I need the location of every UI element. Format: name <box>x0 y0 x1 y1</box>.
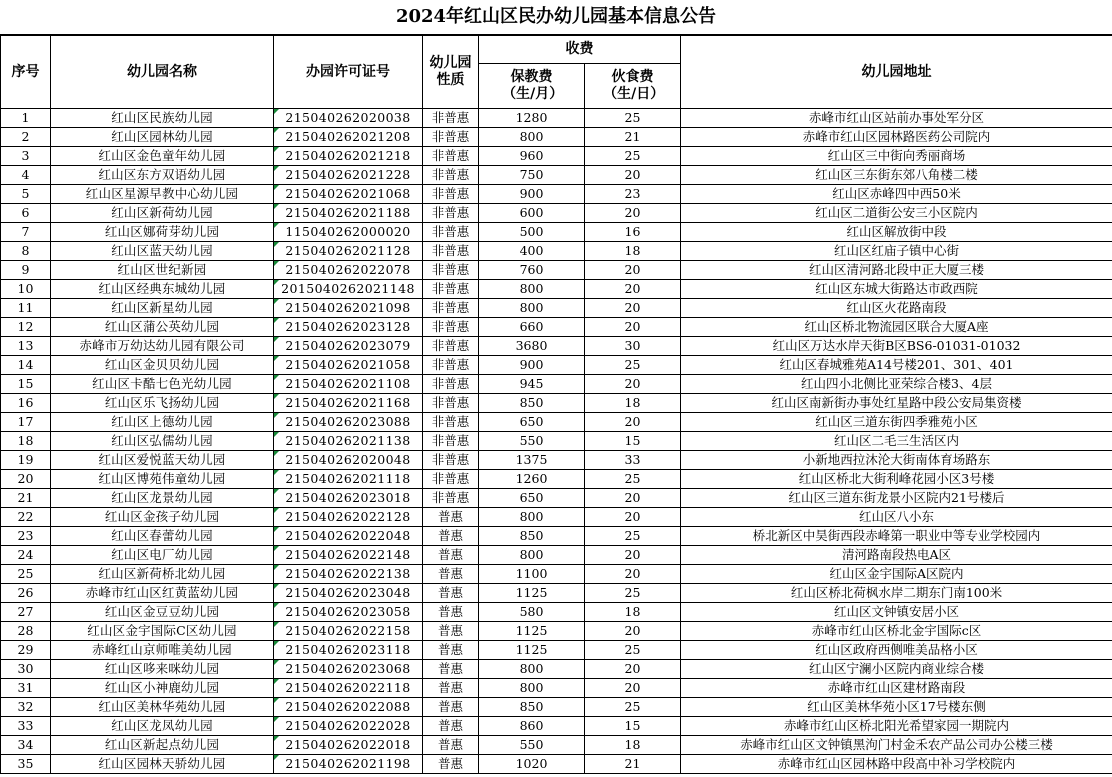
cell-license-number[interactable]: 215040262022158 <box>274 622 423 641</box>
cell-kindergarten-name[interactable]: 红山区金宇国际C区幼儿园 <box>51 622 274 641</box>
cell-care-fee[interactable]: 1125 <box>479 584 585 603</box>
cell-nature[interactable]: 普惠 <box>423 736 479 755</box>
cell-care-fee[interactable]: 800 <box>479 546 585 565</box>
table-row <box>1 641 1112 660</box>
cell-kindergarten-name[interactable]: 红山区爱悦蓝天幼儿园 <box>51 451 274 470</box>
table-header <box>1 36 1112 109</box>
table-row <box>1 603 1112 622</box>
cell-nature[interactable]: 普惠 <box>423 527 479 546</box>
cell-seq[interactable]: 3 <box>1 147 51 166</box>
table-row <box>1 375 1112 394</box>
cell-seq[interactable]: 30 <box>1 660 51 679</box>
cell-seq[interactable]: 18 <box>1 432 51 451</box>
cell-kindergarten-name[interactable]: 红山区新星幼儿园 <box>51 299 274 318</box>
cell-meal-fee[interactable]: 21 <box>585 128 681 147</box>
header-address[interactable]: 幼儿园地址 <box>681 36 1112 109</box>
cell-seq[interactable]: 9 <box>1 261 51 280</box>
cell-meal-fee[interactable]: 25 <box>585 584 681 603</box>
cell-kindergarten-name[interactable]: 红山区博苑伟童幼儿园 <box>51 470 274 489</box>
header-seq[interactable]: 序号 <box>1 36 51 109</box>
cell-care-fee[interactable]: 600 <box>479 204 585 223</box>
table-row <box>1 299 1112 318</box>
cell-meal-fee[interactable]: 20 <box>585 489 681 508</box>
cell-seq[interactable]: 23 <box>1 527 51 546</box>
cell-seq[interactable]: 6 <box>1 204 51 223</box>
table-row <box>1 147 1112 166</box>
cell-nature[interactable]: 非普惠 <box>423 261 479 280</box>
cell-care-fee[interactable]: 945 <box>479 375 585 394</box>
cell-nature[interactable]: 普惠 <box>423 717 479 736</box>
cell-kindergarten-name[interactable]: 红山区新荷幼儿园 <box>51 204 274 223</box>
cell-meal-fee[interactable]: 20 <box>585 508 681 527</box>
cell-address[interactable]: 赤峰市红山区桥北金宇国际c区 <box>681 622 1112 641</box>
cell-address[interactable]: 赤峰市红山区桥北阳光希望家园一期院内 <box>681 717 1112 736</box>
cell-license-number[interactable]: 215040262021068 <box>274 185 423 204</box>
cell-meal-fee[interactable]: 20 <box>585 413 681 432</box>
cell-address[interactable]: 红山区二道街公安三小区院内 <box>681 204 1112 223</box>
cell-license-number[interactable]: 215040262021168 <box>274 394 423 413</box>
cell-address[interactable]: 红山区清河路北段中正大厦三楼 <box>681 261 1112 280</box>
cell-address[interactable]: 红山区火花路南段 <box>681 299 1112 318</box>
header-nature[interactable] <box>423 36 479 109</box>
cell-meal-fee[interactable]: 25 <box>585 641 681 660</box>
cell-address[interactable]: 红山区三道东街龙景小区院内21号楼后 <box>681 489 1112 508</box>
cell-kindergarten-name[interactable]: 红山区民族幼儿园 <box>51 109 274 128</box>
header-nature-label: 幼儿园性质 <box>429 55 472 88</box>
cell-seq[interactable]: 1 <box>1 109 51 128</box>
cell-kindergarten-name[interactable]: 红山区世纪新园 <box>51 261 274 280</box>
header-meal-fee[interactable] <box>585 64 681 109</box>
cell-seq[interactable]: 19 <box>1 451 51 470</box>
cell-seq[interactable]: 16 <box>1 394 51 413</box>
cell-license-number[interactable]: 215040262023079 <box>274 337 423 356</box>
table-row <box>1 622 1112 641</box>
cell-nature[interactable]: 普惠 <box>423 565 479 584</box>
cell-care-fee[interactable]: 1375 <box>479 451 585 470</box>
cell-kindergarten-name[interactable]: 赤峰红山京师唯美幼儿园 <box>51 641 274 660</box>
cell-address[interactable]: 红山四小北侧比亚荣综合楼3、4层 <box>681 375 1112 394</box>
table-row <box>1 413 1112 432</box>
cell-meal-fee[interactable]: 20 <box>585 375 681 394</box>
cell-nature[interactable]: 普惠 <box>423 508 479 527</box>
cell-address[interactable]: 红山区文钟镇安居小区 <box>681 603 1112 622</box>
cell-seq[interactable]: 20 <box>1 470 51 489</box>
cell-license-number[interactable]: 215040262021108 <box>274 375 423 394</box>
cell-address[interactable]: 红山区万达水岸天街B区BS6-01031-01032 <box>681 337 1112 356</box>
cell-nature[interactable]: 非普惠 <box>423 337 479 356</box>
cell-license-number[interactable]: 215040262021138 <box>274 432 423 451</box>
header-care-fee[interactable] <box>479 64 585 109</box>
cell-license-number[interactable]: 215040262021118 <box>274 470 423 489</box>
cell-license-number[interactable]: 215040262021218 <box>274 147 423 166</box>
cell-meal-fee[interactable]: 30 <box>585 337 681 356</box>
cell-nature[interactable]: 非普惠 <box>423 185 479 204</box>
cell-address[interactable]: 红山区三中街向秀丽商场 <box>681 147 1112 166</box>
cell-license-number[interactable]: 215040262021058 <box>274 356 423 375</box>
cell-license-number[interactable]: 215040262022128 <box>274 508 423 527</box>
cell-care-fee[interactable]: 850 <box>479 698 585 717</box>
table-row <box>1 565 1112 584</box>
cell-meal-fee[interactable]: 20 <box>585 299 681 318</box>
cell-nature[interactable]: 非普惠 <box>423 470 479 489</box>
cell-kindergarten-name[interactable]: 红山区电厂幼儿园 <box>51 546 274 565</box>
cell-kindergarten-name[interactable]: 红山区新荷桥北幼儿园 <box>51 565 274 584</box>
table-row <box>1 584 1112 603</box>
cell-care-fee[interactable]: 1125 <box>479 622 585 641</box>
cell-care-fee[interactable]: 400 <box>479 242 585 261</box>
cell-seq[interactable]: 31 <box>1 679 51 698</box>
table-row <box>1 736 1112 755</box>
cell-address[interactable]: 赤峰市红山区建材路南段 <box>681 679 1112 698</box>
cell-meal-fee[interactable]: 25 <box>585 698 681 717</box>
cell-care-fee[interactable]: 850 <box>479 394 585 413</box>
cell-meal-fee[interactable]: 20 <box>585 546 681 565</box>
cell-kindergarten-name[interactable]: 红山区金孩子幼儿园 <box>51 508 274 527</box>
cell-address[interactable]: 红山区宁澜小区院内商业综合楼 <box>681 660 1112 679</box>
cell-address[interactable]: 红山区八小东 <box>681 508 1112 527</box>
table-row <box>1 717 1112 736</box>
cell-meal-fee[interactable]: 20 <box>585 318 681 337</box>
cell-kindergarten-name[interactable]: 红山区娜荷芽幼儿园 <box>51 223 274 242</box>
cell-seq[interactable]: 7 <box>1 223 51 242</box>
cell-license-number[interactable]: 215040262023118 <box>274 641 423 660</box>
cell-seq[interactable]: 21 <box>1 489 51 508</box>
cell-meal-fee[interactable]: 18 <box>585 736 681 755</box>
cell-seq[interactable]: 35 <box>1 755 51 774</box>
cell-seq[interactable]: 2 <box>1 128 51 147</box>
cell-kindergarten-name[interactable]: 红山区蒲公英幼儿园 <box>51 318 274 337</box>
table-row <box>1 546 1112 565</box>
cell-seq[interactable]: 26 <box>1 584 51 603</box>
cell-meal-fee[interactable]: 21 <box>585 755 681 774</box>
cell-care-fee[interactable]: 550 <box>479 432 585 451</box>
cell-address[interactable]: 红山区三东街东郊八角楼二楼 <box>681 166 1112 185</box>
cell-kindergarten-name[interactable]: 红山区卡酷七色光幼儿园 <box>51 375 274 394</box>
cell-address[interactable]: 红山区东城大街路达市政西院 <box>681 280 1112 299</box>
cell-license-number[interactable]: 215040262021128 <box>274 242 423 261</box>
cell-address[interactable]: 红山区二毛三生活区内 <box>681 432 1112 451</box>
cell-nature[interactable]: 普惠 <box>423 584 479 603</box>
table-row <box>1 166 1112 185</box>
cell-meal-fee[interactable]: 23 <box>585 185 681 204</box>
cell-address[interactable]: 红山区解放街中段 <box>681 223 1112 242</box>
table-row <box>1 318 1112 337</box>
table-row <box>1 128 1112 147</box>
table-row <box>1 204 1112 223</box>
cell-meal-fee[interactable]: 20 <box>585 261 681 280</box>
cell-license-number[interactable]: 215040262023088 <box>274 413 423 432</box>
cell-meal-fee[interactable]: 16 <box>585 223 681 242</box>
cell-kindergarten-name[interactable]: 红山区上德幼儿园 <box>51 413 274 432</box>
cell-meal-fee[interactable]: 18 <box>585 603 681 622</box>
table-row <box>1 394 1112 413</box>
cell-nature[interactable]: 非普惠 <box>423 242 479 261</box>
cell-license-number[interactable]: 215040262022088 <box>274 698 423 717</box>
cell-care-fee[interactable]: 800 <box>479 660 585 679</box>
cell-nature[interactable]: 非普惠 <box>423 299 479 318</box>
cell-address[interactable]: 红山区赤峰四中西50米 <box>681 185 1112 204</box>
cell-care-fee[interactable]: 1100 <box>479 565 585 584</box>
cell-care-fee[interactable]: 500 <box>479 223 585 242</box>
cell-kindergarten-name[interactable]: 红山区新起点幼儿园 <box>51 736 274 755</box>
cell-care-fee[interactable]: 1125 <box>479 641 585 660</box>
cell-meal-fee[interactable]: 20 <box>585 622 681 641</box>
cell-meal-fee[interactable]: 20 <box>585 679 681 698</box>
table-row <box>1 508 1112 527</box>
cell-seq[interactable]: 4 <box>1 166 51 185</box>
cell-care-fee[interactable]: 650 <box>479 413 585 432</box>
cell-care-fee[interactable]: 1260 <box>479 470 585 489</box>
cell-nature[interactable]: 普惠 <box>423 698 479 717</box>
table-row <box>1 185 1112 204</box>
table-row <box>1 698 1112 717</box>
cell-meal-fee[interactable]: 20 <box>585 280 681 299</box>
header-meal-fee-label: 伙食费（生/日） <box>603 69 665 102</box>
cell-meal-fee[interactable]: 20 <box>585 166 681 185</box>
cell-care-fee[interactable]: 800 <box>479 299 585 318</box>
cell-nature[interactable]: 非普惠 <box>423 204 479 223</box>
table-row <box>1 489 1112 508</box>
cell-seq[interactable]: 14 <box>1 356 51 375</box>
cell-address[interactable]: 桥北新区中昊街西段赤峰第一职业中等专业学校园内 <box>681 527 1112 546</box>
cell-meal-fee[interactable]: 25 <box>585 527 681 546</box>
table-row <box>1 261 1112 280</box>
cell-nature[interactable]: 非普惠 <box>423 432 479 451</box>
cell-seq[interactable]: 5 <box>1 185 51 204</box>
cell-license-number[interactable]: 215040262022028 <box>274 717 423 736</box>
cell-care-fee[interactable]: 660 <box>479 318 585 337</box>
table-body <box>1 109 1112 774</box>
table-row <box>1 280 1112 299</box>
cell-license-number[interactable]: 215040262023068 <box>274 660 423 679</box>
cell-kindergarten-name[interactable]: 红山区美林华苑幼儿园 <box>51 698 274 717</box>
cell-meal-fee[interactable]: 33 <box>585 451 681 470</box>
cell-kindergarten-name[interactable]: 红山区龙凤幼儿园 <box>51 717 274 736</box>
table-row <box>1 356 1112 375</box>
cell-address[interactable]: 赤峰市红山区园林路中段高中补习学校院内 <box>681 755 1112 774</box>
cell-care-fee[interactable]: 860 <box>479 717 585 736</box>
cell-nature[interactable]: 普惠 <box>423 603 479 622</box>
cell-nature[interactable]: 非普惠 <box>423 109 479 128</box>
cell-care-fee[interactable]: 550 <box>479 736 585 755</box>
cell-kindergarten-name[interactable]: 红山区金贝贝幼儿园 <box>51 356 274 375</box>
table-row <box>1 660 1112 679</box>
cell-address[interactable]: 红山区南新街办事处红星路中段公安局集资楼 <box>681 394 1112 413</box>
cell-seq[interactable]: 29 <box>1 641 51 660</box>
table-row <box>1 527 1112 546</box>
header-care-fee-label: 保教费（生/月） <box>502 69 564 102</box>
table-row <box>1 432 1112 451</box>
cell-nature[interactable]: 非普惠 <box>423 489 479 508</box>
table-row <box>1 679 1112 698</box>
cell-meal-fee[interactable]: 18 <box>585 394 681 413</box>
cell-address[interactable]: 红山区红庙子镇中心街 <box>681 242 1112 261</box>
cell-address[interactable]: 赤峰市红山区园林路医药公司院内 <box>681 128 1112 147</box>
cell-seq[interactable]: 28 <box>1 622 51 641</box>
cell-nature[interactable]: 普惠 <box>423 679 479 698</box>
cell-address[interactable]: 红山区桥北物流园区联合大厦A座 <box>681 318 1112 337</box>
cell-care-fee[interactable]: 1280 <box>479 109 585 128</box>
cell-meal-fee[interactable]: 15 <box>585 717 681 736</box>
cell-care-fee[interactable]: 1020 <box>479 755 585 774</box>
cell-meal-fee[interactable]: 25 <box>585 147 681 166</box>
cell-seq[interactable]: 11 <box>1 299 51 318</box>
cell-license-number[interactable]: 215040262023018 <box>274 489 423 508</box>
cell-meal-fee[interactable]: 25 <box>585 109 681 128</box>
cell-nature[interactable]: 非普惠 <box>423 356 479 375</box>
cell-address[interactable]: 红山区桥北荷枫水岸二期东门南100米 <box>681 584 1112 603</box>
cell-seq[interactable]: 12 <box>1 318 51 337</box>
cell-meal-fee[interactable]: 20 <box>585 660 681 679</box>
cell-license-number[interactable]: 215040262023048 <box>274 584 423 603</box>
cell-license-number[interactable]: 215040262022018 <box>274 736 423 755</box>
cell-care-fee[interactable]: 750 <box>479 166 585 185</box>
cell-care-fee[interactable]: 900 <box>479 356 585 375</box>
cell-seq[interactable]: 33 <box>1 717 51 736</box>
cell-license-number[interactable]: 215040262020048 <box>274 451 423 470</box>
cell-nature[interactable]: 普惠 <box>423 546 479 565</box>
cell-kindergarten-name[interactable]: 红山区园林幼儿园 <box>51 128 274 147</box>
cell-care-fee[interactable]: 3680 <box>479 337 585 356</box>
cell-kindergarten-name[interactable]: 红山区经典东城幼儿园 <box>51 280 274 299</box>
cell-meal-fee[interactable]: 20 <box>585 565 681 584</box>
cell-address[interactable]: 红山区三道东街四季雅苑小区 <box>681 413 1112 432</box>
cell-seq[interactable]: 27 <box>1 603 51 622</box>
cell-license-number[interactable]: 215040262023058 <box>274 603 423 622</box>
cell-nature[interactable]: 非普惠 <box>423 451 479 470</box>
cell-nature[interactable]: 普惠 <box>423 755 479 774</box>
cell-meal-fee[interactable]: 25 <box>585 356 681 375</box>
cell-kindergarten-name[interactable]: 红山区金豆豆幼儿园 <box>51 603 274 622</box>
cell-seq[interactable]: 24 <box>1 546 51 565</box>
cell-license-number[interactable]: 215040262022148 <box>274 546 423 565</box>
cell-nature[interactable]: 非普惠 <box>423 375 479 394</box>
cell-meal-fee[interactable]: 18 <box>585 242 681 261</box>
cell-kindergarten-name[interactable]: 赤峰市万幼达幼儿园有限公司 <box>51 337 274 356</box>
cell-meal-fee[interactable]: 25 <box>585 470 681 489</box>
cell-care-fee[interactable]: 760 <box>479 261 585 280</box>
cell-nature[interactable]: 普惠 <box>423 660 479 679</box>
cell-address[interactable]: 红山区春城雅苑A14号楼201、301、401 <box>681 356 1112 375</box>
cell-kindergarten-name[interactable]: 红山区园林天骄幼儿园 <box>51 755 274 774</box>
cell-license-number[interactable]: 215040262023128 <box>274 318 423 337</box>
cell-nature[interactable]: 非普惠 <box>423 394 479 413</box>
cell-seq[interactable]: 32 <box>1 698 51 717</box>
cell-license-number[interactable]: 215040262020038 <box>274 109 423 128</box>
cell-address[interactable]: 红山区金宇国际A区院内 <box>681 565 1112 584</box>
cell-address[interactable]: 清河路南段热电A区 <box>681 546 1112 565</box>
cell-kindergarten-name[interactable]: 红山区金色童年幼儿园 <box>51 147 274 166</box>
cell-kindergarten-name[interactable]: 红山区乐飞扬幼儿园 <box>51 394 274 413</box>
cell-seq[interactable]: 13 <box>1 337 51 356</box>
cell-license-number[interactable]: 215040262022048 <box>274 527 423 546</box>
cell-seq[interactable]: 8 <box>1 242 51 261</box>
header-name[interactable]: 幼儿园名称 <box>51 36 274 109</box>
cell-care-fee[interactable]: 650 <box>479 489 585 508</box>
cell-seq[interactable]: 17 <box>1 413 51 432</box>
cell-nature[interactable]: 非普惠 <box>423 128 479 147</box>
cell-care-fee[interactable]: 850 <box>479 527 585 546</box>
table-row <box>1 470 1112 489</box>
cell-address[interactable]: 红山区桥北大街利峰花园小区3号楼 <box>681 470 1112 489</box>
cell-kindergarten-name[interactable]: 赤峰市红山区红黄蓝幼儿园 <box>51 584 274 603</box>
cell-kindergarten-name[interactable]: 红山区星源早教中心幼儿园 <box>51 185 274 204</box>
table-row <box>1 755 1112 774</box>
table-row <box>1 337 1112 356</box>
cell-care-fee[interactable]: 800 <box>479 128 585 147</box>
cell-care-fee[interactable]: 580 <box>479 603 585 622</box>
cell-care-fee[interactable]: 800 <box>479 508 585 527</box>
cell-nature[interactable]: 非普惠 <box>423 280 479 299</box>
cell-nature[interactable]: 普惠 <box>423 641 479 660</box>
cell-kindergarten-name[interactable]: 红山区东方双语幼儿园 <box>51 166 274 185</box>
cell-seq[interactable]: 10 <box>1 280 51 299</box>
cell-license-number[interactable]: 215040262022118 <box>274 679 423 698</box>
cell-license-number[interactable]: 215040262021098 <box>274 299 423 318</box>
cell-license-number[interactable]: 2015040262021148 <box>274 280 423 299</box>
cell-nature[interactable]: 非普惠 <box>423 147 479 166</box>
cell-kindergarten-name[interactable]: 红山区小神鹿幼儿园 <box>51 679 274 698</box>
cell-license-number[interactable]: 215040262021198 <box>274 755 423 774</box>
cell-care-fee[interactable]: 900 <box>479 185 585 204</box>
cell-nature[interactable]: 非普惠 <box>423 223 479 242</box>
cell-kindergarten-name[interactable]: 红山区弘儒幼儿园 <box>51 432 274 451</box>
cell-license-number[interactable]: 115040262000020 <box>274 223 423 242</box>
cell-license-number[interactable]: 215040262021228 <box>274 166 423 185</box>
cell-nature[interactable]: 非普惠 <box>423 318 479 337</box>
table-row <box>1 109 1112 128</box>
cell-seq[interactable]: 34 <box>1 736 51 755</box>
cell-license-number[interactable]: 215040262022078 <box>274 261 423 280</box>
cell-meal-fee[interactable]: 20 <box>585 204 681 223</box>
cell-license-number[interactable]: 215040262021188 <box>274 204 423 223</box>
cell-address[interactable]: 赤峰市红山区站前办事处军分区 <box>681 109 1112 128</box>
cell-kindergarten-name[interactable]: 红山区龙景幼儿园 <box>51 489 274 508</box>
cell-nature[interactable]: 非普惠 <box>423 166 479 185</box>
table-row <box>1 223 1112 242</box>
cell-license-number[interactable]: 215040262021208 <box>274 128 423 147</box>
cell-kindergarten-name[interactable]: 红山区哆来咪幼儿园 <box>51 660 274 679</box>
header-license[interactable]: 办园许可证号 <box>274 36 423 109</box>
cell-seq[interactable]: 22 <box>1 508 51 527</box>
cell-nature[interactable]: 非普惠 <box>423 413 479 432</box>
cell-address[interactable]: 红山区政府西侧唯美品格小区 <box>681 641 1112 660</box>
page-title: 2024年红山区民办幼儿园基本信息公告 <box>0 0 1112 35</box>
cell-address[interactable]: 红山区美林华苑小区17号楼东侧 <box>681 698 1112 717</box>
cell-seq[interactable]: 15 <box>1 375 51 394</box>
cell-care-fee[interactable]: 800 <box>479 679 585 698</box>
cell-seq[interactable]: 25 <box>1 565 51 584</box>
cell-meal-fee[interactable]: 15 <box>585 432 681 451</box>
cell-kindergarten-name[interactable]: 红山区蓝天幼儿园 <box>51 242 274 261</box>
table-row <box>1 242 1112 261</box>
cell-address[interactable]: 赤峰市红山区文钟镇黑泃门村金禾农产品公司办公楼三楼 <box>681 736 1112 755</box>
kindergarten-table <box>0 35 1112 774</box>
header-fee-group[interactable]: 收费 <box>479 36 681 64</box>
cell-license-number[interactable]: 215040262022138 <box>274 565 423 584</box>
cell-kindergarten-name[interactable]: 红山区春蕾幼儿园 <box>51 527 274 546</box>
cell-address[interactable]: 小新地西拉沐沦大街南体育场路东 <box>681 451 1112 470</box>
table-row <box>1 451 1112 470</box>
cell-nature[interactable]: 普惠 <box>423 622 479 641</box>
cell-care-fee[interactable]: 800 <box>479 280 585 299</box>
cell-care-fee[interactable]: 960 <box>479 147 585 166</box>
